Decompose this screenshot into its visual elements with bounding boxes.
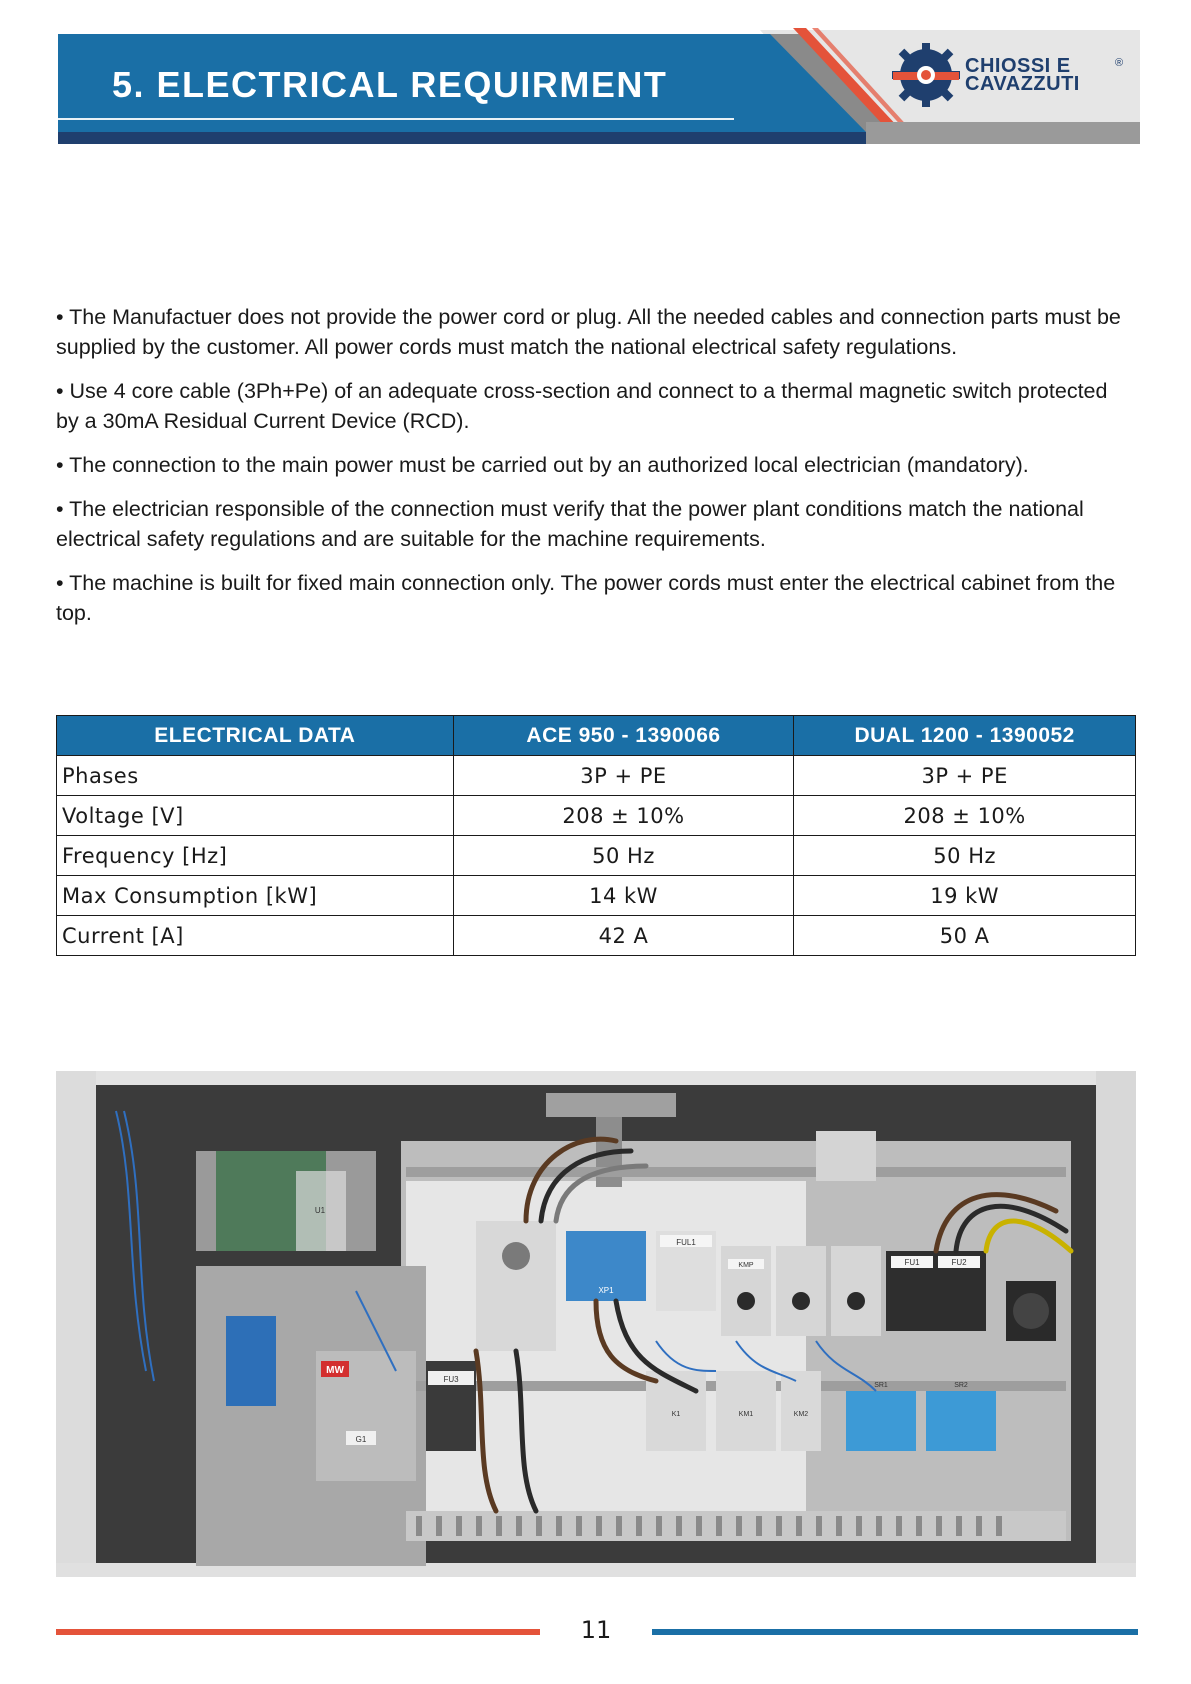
electrical-cabinet-photo	[56, 1071, 1136, 1577]
brand-logo	[889, 42, 1139, 108]
requirement-item: • The electrician responsible of the connection must verify that the power plant conditions match the national electrical safety regulations and are suitable for the machine requirements.	[56, 497, 1084, 551]
footer-line-right	[652, 1629, 1138, 1635]
table-header-row	[57, 716, 1136, 756]
ace-value: 208 ± 10%	[453, 796, 794, 836]
dual-value: 208 ± 10%	[794, 796, 1136, 836]
electrical-data-table	[56, 715, 1136, 956]
gear-logo-icon	[889, 42, 963, 108]
requirements-list	[56, 302, 1136, 642]
row-label: Phases	[57, 756, 454, 796]
row-label: Current [A]	[57, 916, 454, 956]
column-header-electrical-data: ELECTRICAL DATA	[57, 716, 454, 756]
header-grey-base	[866, 122, 1140, 144]
page-title: 5. ELECTRICAL REQUIRMENT	[112, 64, 668, 105]
label-xp1: XP1	[598, 1286, 614, 1295]
page-number: 11	[580, 1616, 612, 1644]
ace-value: 42 A	[453, 916, 794, 956]
label-fu1: FU1	[904, 1258, 920, 1267]
brand-name-line1: CHIOSSI E	[965, 55, 1071, 77]
label-g1: G1	[355, 1435, 367, 1444]
header-navy-bar	[58, 132, 876, 144]
table-row	[57, 916, 1136, 956]
brand-name-line2: CAVAZZUTI	[965, 73, 1080, 95]
label-km2: KM2	[793, 1411, 809, 1418]
label-fu2: FU2	[951, 1258, 967, 1267]
table-row	[57, 836, 1136, 876]
solid-state-relay	[846, 1391, 916, 1451]
label-k1: K1	[671, 1411, 681, 1418]
solid-state-relay	[926, 1391, 996, 1451]
registered-mark: ®	[1115, 57, 1124, 69]
dual-value: 19 kW	[794, 876, 1136, 916]
dual-value: 50 A	[794, 916, 1136, 956]
label-fu3: FU3	[443, 1375, 459, 1384]
ace-value: 50 Hz	[453, 836, 794, 876]
page-header	[0, 0, 1191, 160]
label-sr1: SR1	[874, 1382, 888, 1389]
label-kmp: KMP	[738, 1262, 754, 1269]
requirement-item: • The machine is built for fixed main connection only. The power cords must enter the electrical cabinet from the top.	[56, 571, 1116, 625]
ace-value: 3P + PE	[453, 756, 794, 796]
requirement-item: • The connection to the main power must be carried out by an authorized local electrician (mandatory).	[56, 453, 1029, 477]
table-row	[57, 796, 1136, 836]
dual-value: 50 Hz	[794, 836, 1136, 876]
label-km1: KM1	[738, 1411, 754, 1418]
requirement-item: • The Manufactuer does not provide the power cord or plug. All the needed cables and connection parts must be supplied by the customer. All power cords must match the national electrical safety regulations.	[56, 305, 1121, 359]
label-sr2: SR2	[954, 1382, 968, 1389]
label-ful1: FUL1	[676, 1238, 696, 1247]
header-title-underline	[58, 118, 734, 120]
label-mw: MW	[326, 1365, 344, 1376]
row-label: Voltage [V]	[57, 796, 454, 836]
requirement-item: • Use 4 core cable (3Ph+Pe) of an adequate cross-section and connect to a thermal magnetic switch protected by a 30mA Residual Current Device (RCD).	[56, 379, 1108, 433]
cabinet-illustration	[56, 1071, 1136, 1577]
dual-value: 3P + PE	[794, 756, 1136, 796]
row-label: Frequency [Hz]	[57, 836, 454, 876]
main-switch	[476, 1221, 556, 1351]
table-row	[57, 876, 1136, 916]
label-u1: U1	[314, 1206, 326, 1215]
column-header-ace-950: ACE 950 - 1390066	[453, 716, 794, 756]
row-label: Max Consumption [kW]	[57, 876, 454, 916]
footer-line-left	[56, 1629, 540, 1635]
table-row	[57, 756, 1136, 796]
column-header-dual-1200: DUAL 1200 - 1390052	[794, 716, 1136, 756]
ace-value: 14 kW	[453, 876, 794, 916]
